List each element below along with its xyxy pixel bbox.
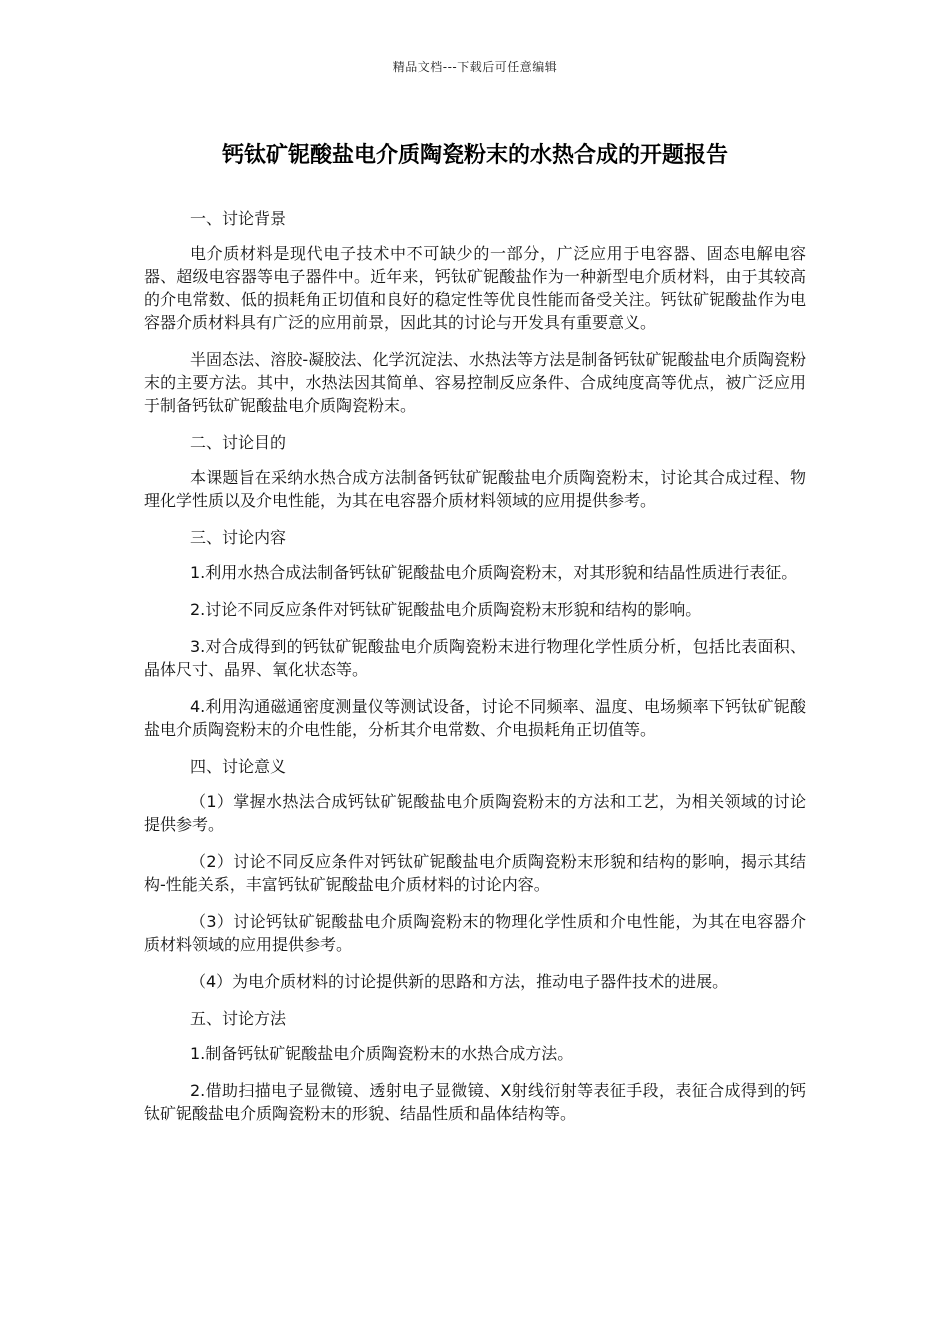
list-item: 1.制备钙钛矿铌酸盐电介质陶瓷粉末的水热合成方法。 [190,1044,574,1063]
section-heading: 三、讨论内容 [190,528,287,547]
header-note: 精品文档---下载后可任意编辑 [392,60,558,74]
section-heading: 四、讨论意义 [190,757,287,776]
section-significance [144,755,806,993]
list-item: （1）掌握水热法合成钙钛矿铌酸盐电介质陶瓷粉末的方法和工艺，为相关领域的讨论提供参考。 [144,792,806,834]
list-item: 1.利用水热合成法制备钙钛矿铌酸盐电介质陶瓷粉末，对其形貌和结晶性质进行表征。 [190,563,798,582]
section-heading: 五、讨论方法 [190,1009,287,1028]
list-item: 2.讨论不同反应条件对钙钛矿铌酸盐电介质陶瓷粉末形貌和结构的影响。 [190,600,702,619]
document-body [144,207,806,1139]
document-title: 钙钛矿铌酸盐电介质陶瓷粉末的水热合成的开题报告 [221,143,728,168]
list-item: （3）讨论钙钛矿铌酸盐电介质陶瓷粉末的物理化学性质和介电性能，为其在电容器介质材料领域的应用提供参考。 [144,912,806,954]
section-background [144,207,806,417]
paragraph: 电介质材料是现代电子技术中不可缺少的一部分，广泛应用于电容器、固态电解电容器、超级电容器等电子器件中。近年来，钙钛矿铌酸盐作为一种新型电介质材料，由于其较高的介电常数、低的损耗角正切值和良好的稳定性等优良性能而备受关注。钙钛矿铌酸盐作为电容器介质材料具有广泛的应用前景，因此其的讨论与开发具有重要意义。 [144,244,806,332]
list-item: 3.对合成得到的钙钛矿铌酸盐电介质陶瓷粉末进行物理化学性质分析，包括比表面积、晶体尺寸、晶界、氧化状态等。 [144,637,806,679]
list-item: 4.利用沟通磁通密度测量仪等测试设备，讨论不同频率、温度、电场频率下钙钛矿铌酸盐电介质陶瓷粉末的介电性能，分析其介电常数、介电损耗角正切值等。 [144,697,806,739]
paragraph: 半固态法、溶胶-凝胶法、化学沉淀法、水热法等方法是制备钙钛矿铌酸盐电介质陶瓷粉末的主要方法。其中，水热法因其简单、容易控制反应条件、合成纯度高等优点，被广泛应用于制备钙钛矿铌酸盐电介质陶瓷粉末。 [144,350,806,415]
section-heading: 二、讨论目的 [190,433,287,452]
paragraph: 本课题旨在采纳水热合成方法制备钙钛矿铌酸盐电介质陶瓷粉末，讨论其合成过程、物理化学性质以及介电性能，为其在电容器介质材料领域的应用提供参考。 [144,468,806,510]
section-methods [144,1007,806,1125]
section-heading: 一、讨论背景 [190,209,287,228]
list-item: （2）讨论不同反应条件对钙钛矿铌酸盐电介质陶瓷粉末形貌和结构的影响，揭示其结构-性能关系，丰富钙钛矿铌酸盐电介质材料的讨论内容。 [144,852,806,894]
list-item: （4）为电介质材料的讨论提供新的思路和方法，推动电子器件技术的进展。 [190,972,729,991]
section-purpose [144,431,806,512]
list-item: 2.借助扫描电子显微镜、透射电子显微镜、X射线衍射等表征手段，表征合成得到的钙钛矿铌酸盐电介质陶瓷粉末的形貌、结晶性质和晶体结构等。 [144,1081,806,1123]
section-content [144,526,806,741]
